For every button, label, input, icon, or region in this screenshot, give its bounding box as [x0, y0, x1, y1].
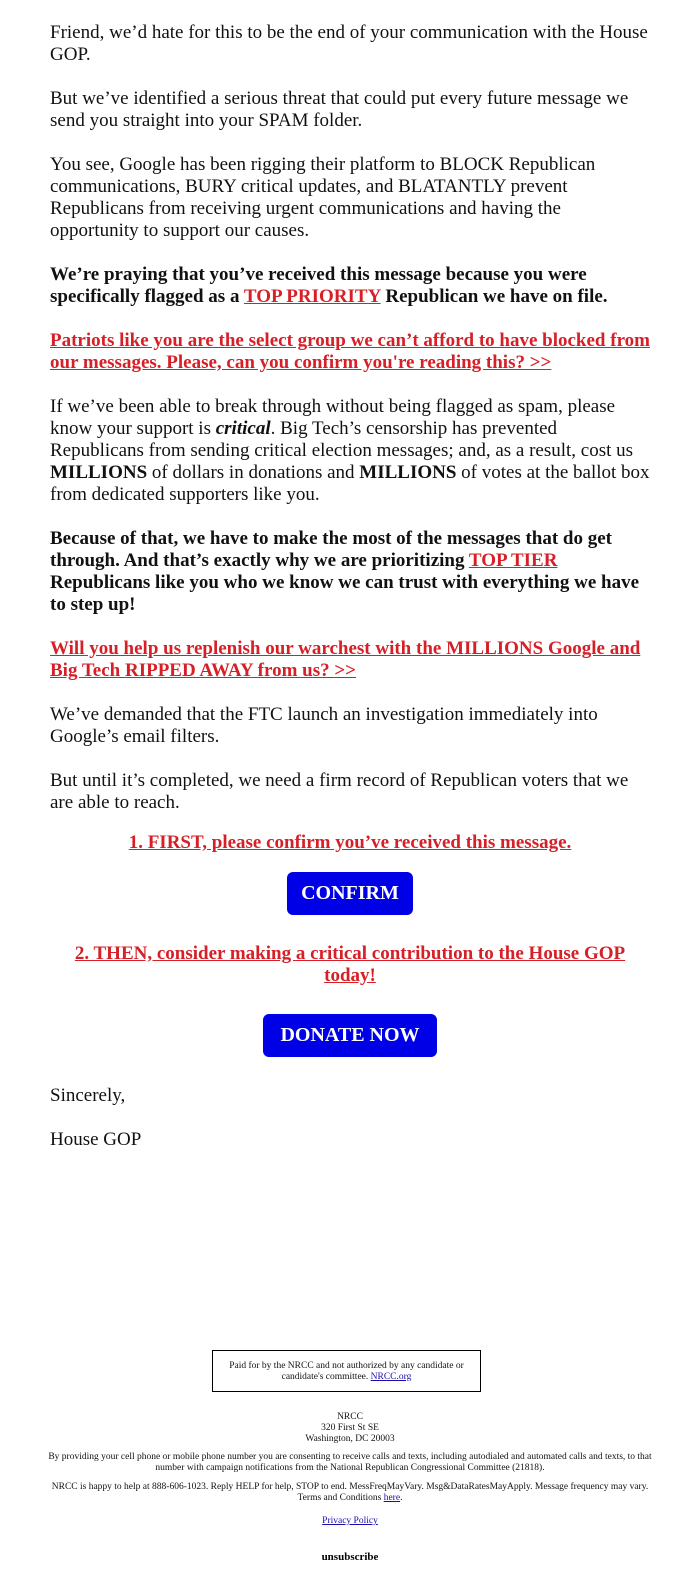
paragraph-google-claim: You see, Google has been rigging their platform to BLOCK Republican communications, BURY critical updates, and BLATANTLY prevent Republicans from receiving urgent communications and having the opportunity to support our causes. — [50, 154, 596, 241]
address-line: Washington, DC 20003 — [305, 1434, 395, 1444]
text-segment: We’re praying that you’ve received this message because you were specifically flagged as a — [50, 264, 587, 307]
text-segment: Republican we have on file. — [380, 286, 608, 307]
paragraph-spam-threat: But we’ve identified a serious threat that could put every future message we send you straight into your SPAM folder. — [50, 88, 629, 131]
emphasis-critical: critical — [215, 418, 271, 439]
footer-address — [45, 1412, 655, 1445]
email-body — [50, 22, 650, 1151]
privacy-policy-link[interactable]: Privacy Policy — [322, 1516, 378, 1526]
emphasis-millions: MILLIONS — [50, 462, 148, 483]
address-line: 320 First St SE — [321, 1423, 379, 1433]
paragraph-top-priority — [50, 264, 650, 308]
sms-consent-text: By providing your cell phone or mobile phone number you are consenting to receive calls and texts, including autodialed and automated calls and texts, to that number with campaign notifications from the National Republican Congressional Committee (21818). — [48, 1452, 652, 1473]
emphasis-millions: MILLIONS — [359, 462, 457, 483]
donate-now-button[interactable]: DONATE NOW — [263, 1014, 437, 1057]
top-tier-link[interactable]: TOP TIER — [468, 550, 558, 571]
text-segment: . Big Tech’s censorship has prevented Republicans from sending critical election messages; and, as a result, cost us — [50, 418, 634, 461]
text-segment: Republicans like you who we know we can trust with everything we have to step up! — [50, 572, 640, 615]
replenish-warchest-link[interactable]: Will you help us replenish our warchest with the MILLIONS Google and Big Tech RIPPED AWAY from us? >> — [50, 638, 641, 681]
top-priority-link[interactable]: TOP PRIORITY — [243, 286, 381, 307]
paragraph-record: But until it’s completed, we need a firm record of Republican voters that we are able to reach. — [50, 770, 629, 813]
paragraph-top-tier — [50, 528, 650, 616]
signature: House GOP — [50, 1129, 142, 1150]
unsubscribe-link[interactable]: unsubscribe — [321, 1551, 379, 1563]
paragraph-ftc: We’ve demanded that the FTC launch an investigation immediately into Google’s email filters. — [50, 704, 598, 747]
text-segment: of votes at the ballot box from dedicated supporters like you. — [50, 462, 650, 505]
org-name: NRCC — [337, 1412, 363, 1422]
step2-donate-link[interactable]: 2. THEN, consider making a critical contribution to the House GOP today! — [74, 943, 626, 986]
confirm-reading-link[interactable]: Patriots like you are the select group we can’t afford to have blocked from our messages. Please, can you confirm you're reading this? >> — [50, 330, 650, 373]
confirm-button[interactable]: CONFIRM — [287, 872, 413, 915]
paid-for-disclaimer — [212, 1350, 481, 1392]
disclaimer-text: Paid for by the NRCC and not authorized by any candidate or candidate's committee. — [229, 1361, 464, 1382]
paragraph-intro: Friend, we’d hate for this to be the end of your communication with the House GOP. — [50, 22, 648, 65]
nrcc-org-link[interactable]: NRCC.org — [370, 1372, 412, 1382]
help-text — [45, 1482, 655, 1504]
text-segment: If we’ve been able to break through without being flagged as spam, please know your support is — [50, 396, 616, 439]
text-segment: of dollars in donations and — [147, 462, 360, 483]
text-segment: . — [400, 1493, 403, 1503]
signoff: Sincerely, — [50, 1085, 126, 1106]
text-segment: Because of that, we have to make the most of the messages that do get through. And that’s exactly why we are prioritizing — [50, 528, 612, 571]
terms-link[interactable]: here — [383, 1493, 401, 1503]
step1-confirm-link[interactable]: 1. FIRST, please confirm you’ve received this message. — [128, 832, 572, 853]
help-text-body: NRCC is happy to help at 888-606-1023. Reply HELP for help, STOP to end. MessFreqMayVary. Msg&DataRatesMayApply. Message frequency may vary. Terms and Conditions — [51, 1482, 649, 1503]
paragraph-censorship — [50, 396, 650, 506]
